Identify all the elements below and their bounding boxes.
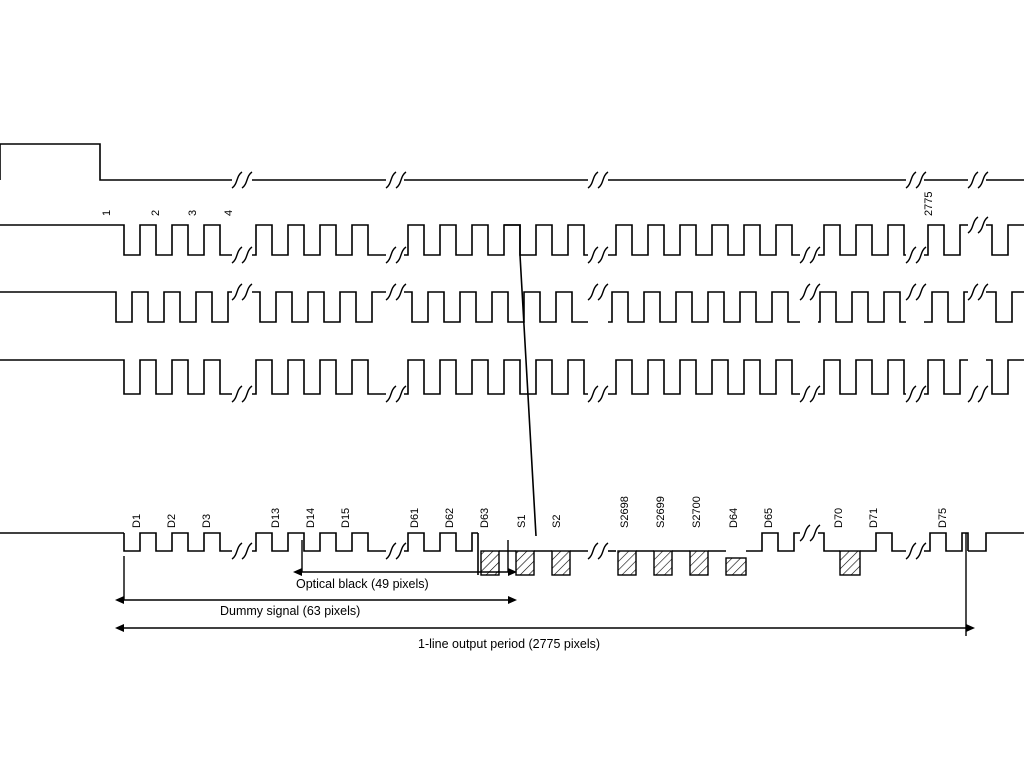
optical-black-cell bbox=[516, 551, 534, 575]
waveform-video-output bbox=[0, 525, 1024, 636]
output-label: D2 bbox=[166, 513, 178, 528]
pixel-index-label: 2 bbox=[150, 209, 162, 216]
pixel-index-label: 1 bbox=[101, 209, 113, 216]
dummy-after-signal-cell bbox=[726, 558, 746, 575]
output-label: S2700 bbox=[691, 496, 703, 528]
output-label: D65 bbox=[763, 507, 775, 528]
output-label: D1 bbox=[131, 513, 143, 528]
output-label: D63 bbox=[479, 507, 491, 528]
pixel-index-label: 2775 bbox=[923, 191, 935, 216]
break-marks-row2 bbox=[232, 217, 988, 263]
dummy-cell bbox=[840, 551, 860, 575]
output-label: D71 bbox=[868, 507, 880, 528]
waveform-clock-phase1 bbox=[0, 217, 1024, 536]
output-label: S2 bbox=[551, 514, 563, 528]
output-label: S2699 bbox=[655, 496, 667, 528]
output-label: D14 bbox=[305, 507, 317, 528]
output-label: D61 bbox=[409, 507, 421, 528]
pixel-index-labels bbox=[101, 192, 935, 216]
output-label: D15 bbox=[340, 507, 352, 528]
signal-pixel-cell bbox=[654, 551, 672, 575]
pixel-index-label: 4 bbox=[223, 209, 235, 216]
measurement-line-period bbox=[124, 628, 966, 651]
output-pixel-labels bbox=[131, 496, 949, 528]
output-label: S1 bbox=[516, 514, 528, 528]
output-label: D64 bbox=[728, 507, 740, 528]
output-label: S2698 bbox=[619, 496, 631, 528]
line-period-caption: 1-line output period (2775 pixels) bbox=[418, 637, 601, 651]
signal-pixel-cell bbox=[690, 551, 708, 575]
pixel-index-label: 3 bbox=[187, 209, 199, 216]
optical-black-caption: Optical black (49 pixels) bbox=[296, 577, 429, 591]
output-label: D13 bbox=[270, 507, 282, 528]
output-label: D62 bbox=[444, 507, 456, 528]
waveform-sync bbox=[0, 144, 1024, 188]
output-label: D70 bbox=[833, 507, 845, 528]
waveform-clock-phase2 bbox=[0, 284, 1024, 322]
dummy-signal-caption: Dummy signal (63 pixels) bbox=[220, 604, 361, 618]
optical-black-cell bbox=[552, 551, 570, 575]
signal-pixel-cell bbox=[618, 551, 636, 575]
output-label: D75 bbox=[937, 507, 949, 528]
waveform-reset-gate bbox=[0, 360, 1024, 402]
output-label: D3 bbox=[201, 513, 213, 528]
